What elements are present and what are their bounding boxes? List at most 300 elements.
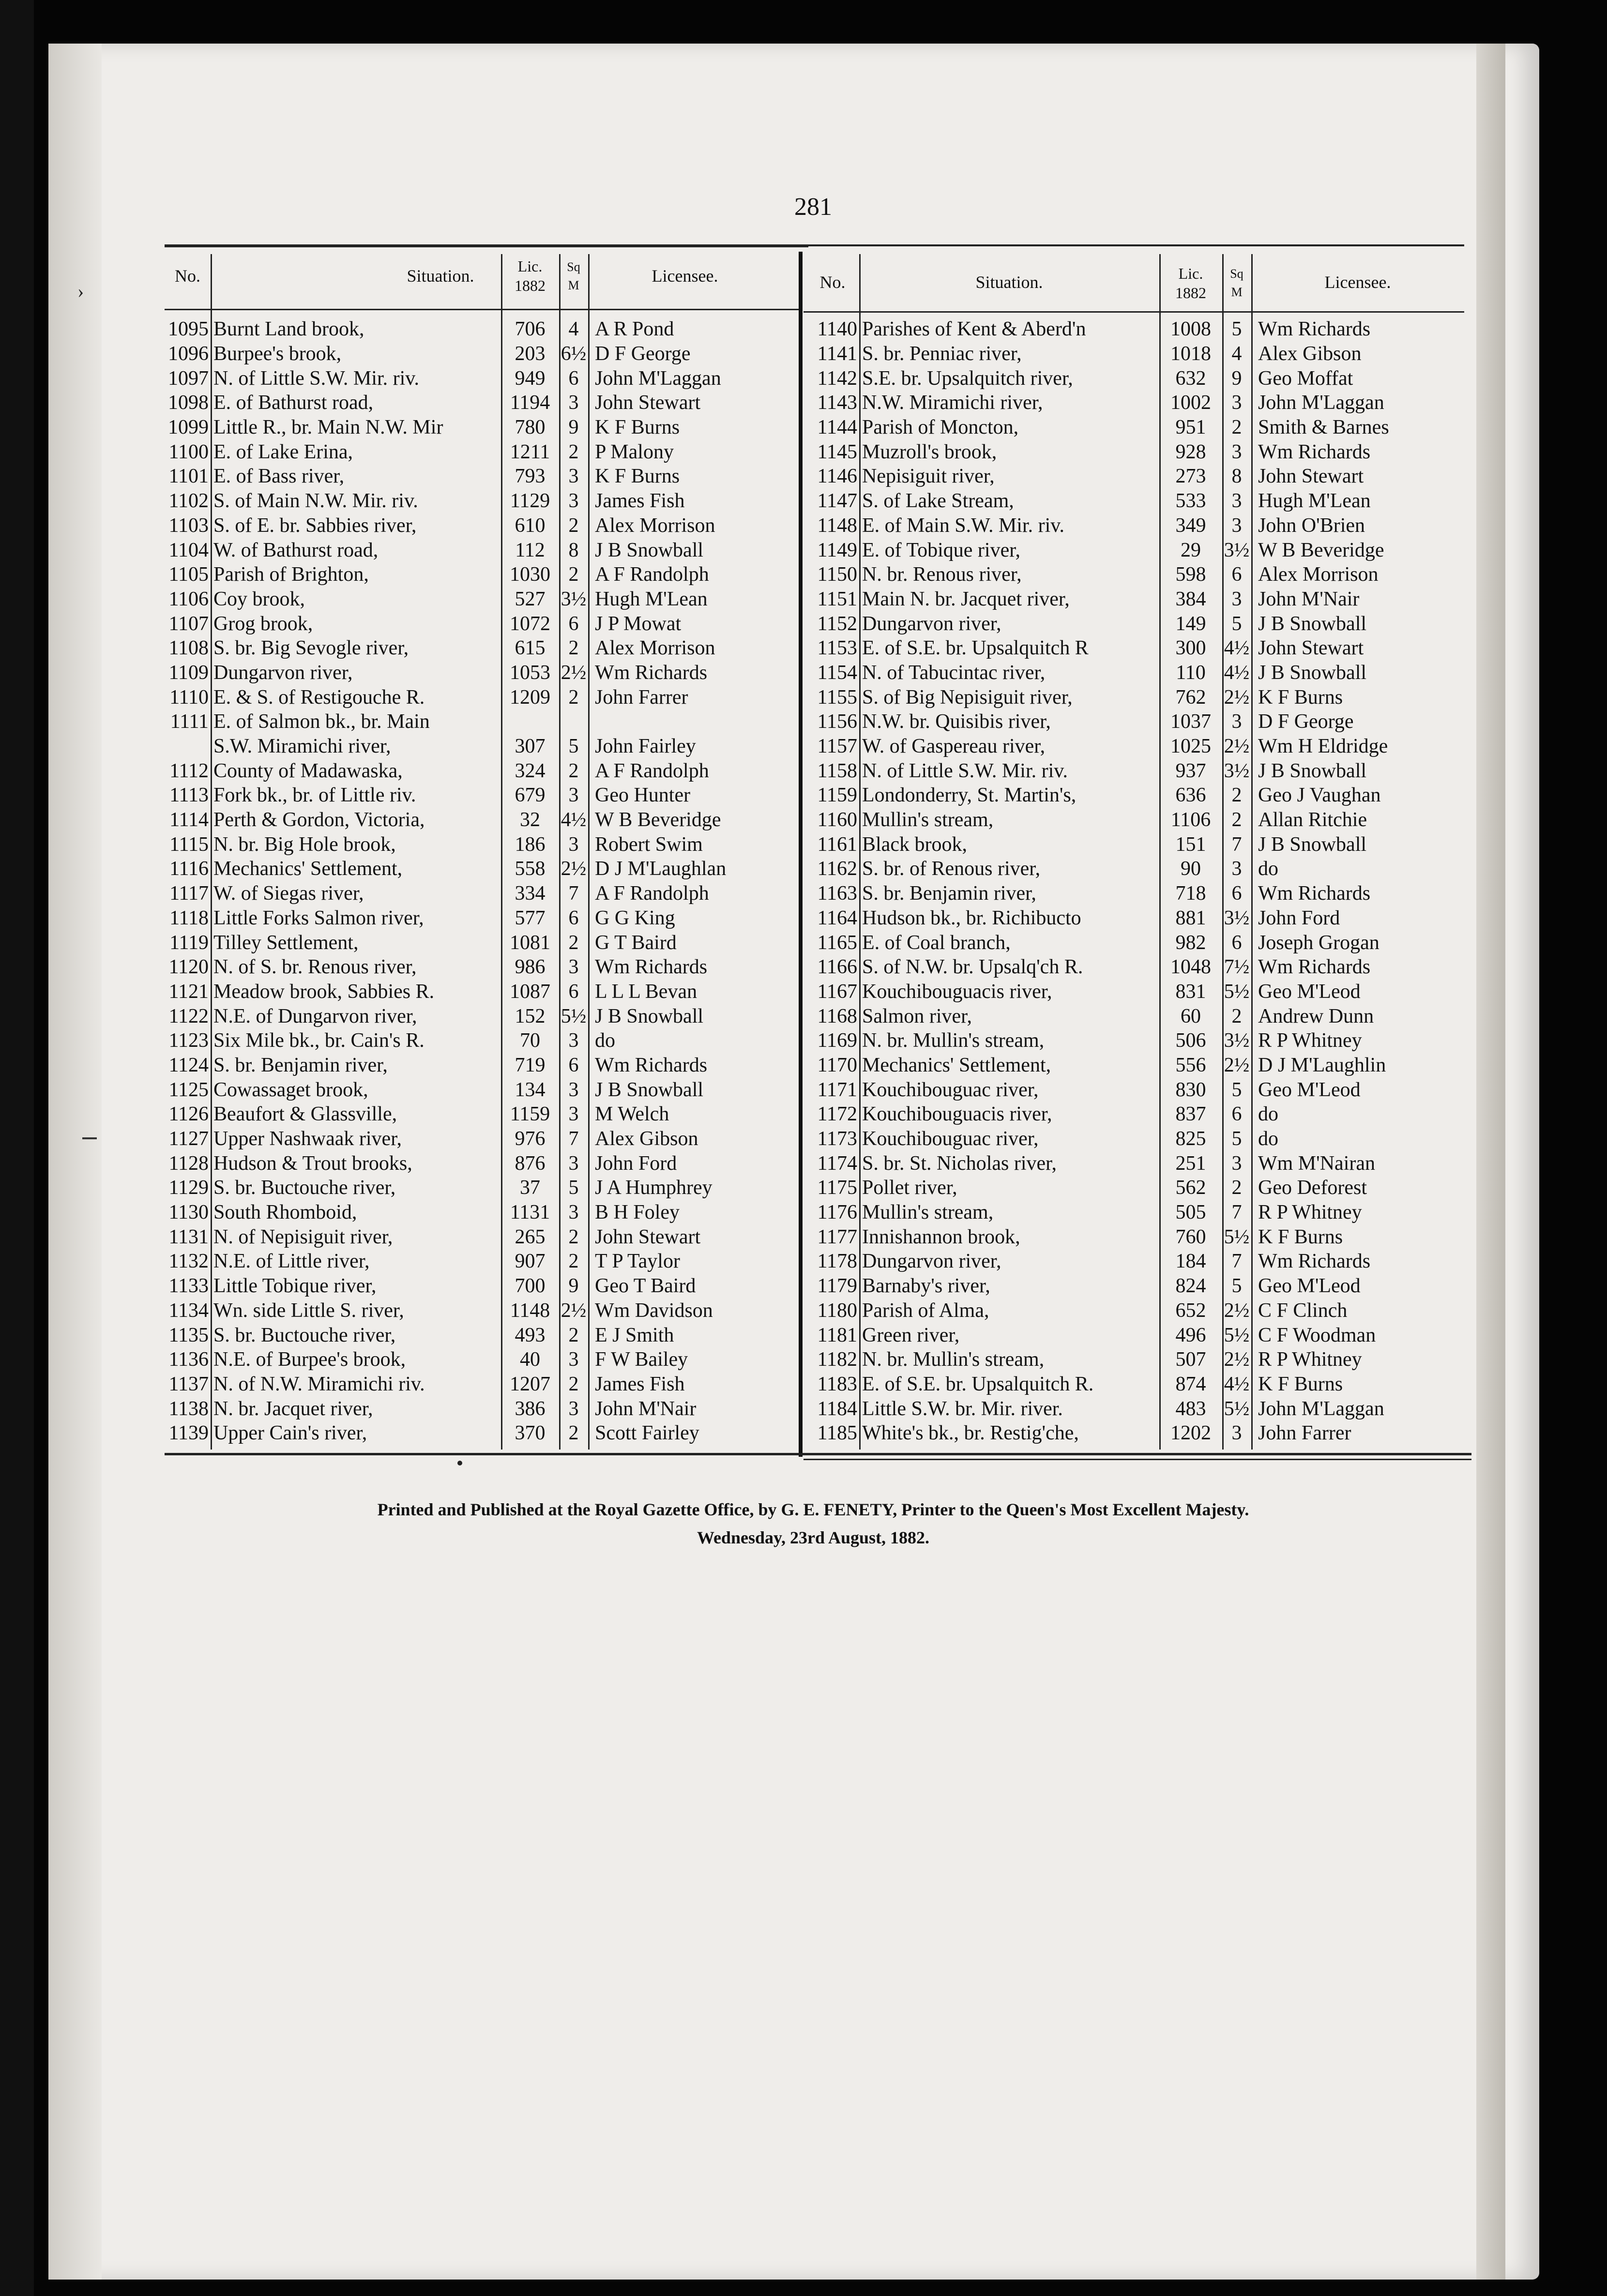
row-square-miles: 3½ xyxy=(1224,906,1250,929)
row-license-number: 370 xyxy=(515,1422,546,1445)
row-number: 1118 xyxy=(169,906,209,929)
row-license-number: 1048 xyxy=(1170,956,1211,979)
footer-imprint: Printed and Published at the Royal Gazette Office, by G. E. FENETY, Printer to the Queen's Most Excellent Majesty. xyxy=(377,1500,1249,1519)
row-situation: S. br. Benjamin river, xyxy=(213,1054,388,1076)
row-license-number: 951 xyxy=(1175,416,1206,439)
row-number: 1111 xyxy=(170,710,209,733)
row-situation: E. of Coal branch, xyxy=(862,931,1011,954)
row-situation: N.E. of Dungarvon river, xyxy=(213,1005,417,1027)
table-row xyxy=(165,1249,799,1274)
row-situation: Beaufort & Glassville, xyxy=(213,1103,397,1126)
table-row xyxy=(804,366,1464,391)
top-rule-right xyxy=(804,244,1464,246)
row-square-miles: 4½ xyxy=(561,809,587,831)
table-row xyxy=(165,514,799,538)
row-licensee: Joseph Grogan xyxy=(1258,931,1380,954)
row-square-miles: 2 xyxy=(1231,1177,1242,1199)
row-number: 1172 xyxy=(817,1103,857,1126)
row-license-number: 762 xyxy=(1175,686,1206,709)
row-number: 1112 xyxy=(169,759,209,782)
row-licensee: Hugh M'Lean xyxy=(1258,490,1371,513)
row-licensee: K F Burns xyxy=(1258,686,1343,709)
row-square-miles: 6 xyxy=(1231,931,1242,954)
right-header xyxy=(806,254,1464,307)
row-situation: S. br. of Renous river, xyxy=(862,858,1041,880)
row-square-miles: 4½ xyxy=(1224,1373,1250,1395)
row-situation: Parish of Moncton, xyxy=(862,416,1019,439)
row-square-miles: 3 xyxy=(1231,588,1242,610)
row-number: 1156 xyxy=(817,710,857,733)
row-license-number: 300 xyxy=(1175,637,1206,660)
row-situation: White's bk., br. Restig'che, xyxy=(862,1422,1079,1445)
row-licensee: A F Randolph xyxy=(595,882,709,905)
row-situation: Mullin's stream, xyxy=(862,1201,994,1224)
row-licensee: A F Randolph xyxy=(595,563,709,586)
table-row xyxy=(804,1323,1464,1347)
row-square-miles: 2 xyxy=(568,931,579,954)
row-square-miles: 7 xyxy=(568,1128,579,1150)
row-license-number: 982 xyxy=(1175,931,1206,954)
row-situation: Parish of Brighton, xyxy=(213,563,369,586)
row-licensee: J B Snowball xyxy=(595,539,704,561)
row-square-miles: 5 xyxy=(1231,612,1242,635)
row-situation: Mullin's stream, xyxy=(862,809,994,831)
row-number: 1154 xyxy=(817,661,857,684)
header-lic-year: 1882 xyxy=(1175,284,1206,302)
row-licensee: Alex Gibson xyxy=(1258,343,1362,365)
row-licensee: John Farrer xyxy=(1258,1422,1351,1445)
row-situation: N. of S. br. Renous river, xyxy=(213,956,417,979)
table-row xyxy=(804,489,1464,514)
row-number: 1125 xyxy=(168,1078,209,1101)
row-license-number: 706 xyxy=(515,318,546,341)
table-row xyxy=(804,1102,1464,1127)
row-square-miles xyxy=(559,710,588,734)
page-binding-shadow xyxy=(48,44,102,2280)
table-row xyxy=(804,464,1464,489)
table-row xyxy=(165,1102,799,1127)
scan-background-left xyxy=(0,0,34,2296)
row-licensee: J B Snowball xyxy=(595,1005,704,1027)
table-row xyxy=(165,415,799,440)
row-number: 1102 xyxy=(168,490,209,513)
row-licensee: Alex Gibson xyxy=(595,1128,698,1150)
row-licensee: C F Woodman xyxy=(1258,1324,1376,1346)
row-number: 1140 xyxy=(817,318,857,341)
table-row xyxy=(804,1224,1464,1249)
row-situation: E. & S. of Restigouche R. xyxy=(213,686,425,709)
row-licensee: Wm Richards xyxy=(1258,1250,1371,1273)
row-license-number: 334 xyxy=(515,882,546,905)
row-number: 1167 xyxy=(817,980,857,1003)
row-licensee: G G King xyxy=(595,906,675,929)
row-situation: S. br. Buctouche river, xyxy=(213,1177,396,1199)
row-license-number: 496 xyxy=(1175,1324,1206,1346)
row-situation: Pollet river, xyxy=(862,1177,957,1199)
row-license-number: 1202 xyxy=(1170,1422,1211,1445)
row-license-number: 349 xyxy=(1175,514,1206,537)
row-licensee: Geo Deforest xyxy=(1258,1177,1367,1199)
row-square-miles: 7½ xyxy=(1224,956,1250,979)
row-situation: Salmon river, xyxy=(862,1005,972,1027)
table-row xyxy=(165,464,799,489)
row-situation: S. of E. br. Sabbies river, xyxy=(213,514,417,537)
row-number: 1170 xyxy=(817,1054,857,1076)
table-row xyxy=(165,906,799,931)
table-row xyxy=(804,758,1464,783)
row-situation: Upper Nashwaak river, xyxy=(213,1128,402,1150)
row-square-miles: 3 xyxy=(1231,858,1242,880)
row-square-miles: 4½ xyxy=(1224,637,1250,660)
table-row xyxy=(804,1421,1464,1446)
left-license-table xyxy=(165,317,799,1446)
row-license-number: 793 xyxy=(515,465,546,488)
row-situation: N. br. Big Hole brook, xyxy=(213,833,396,856)
row-square-miles: 6 xyxy=(1231,563,1242,586)
row-license-number: 1018 xyxy=(1170,343,1211,365)
row-number: 1099 xyxy=(168,416,209,439)
row-number: 1168 xyxy=(817,1005,857,1027)
row-licensee: J B Snowball xyxy=(1258,661,1367,684)
row-license-number: 29 xyxy=(1181,539,1201,561)
table-row xyxy=(165,538,799,562)
row-square-miles: 2½ xyxy=(1224,686,1250,709)
row-square-miles: 2 xyxy=(1231,784,1242,807)
row-square-miles: 2 xyxy=(1231,809,1242,831)
row-number: 1103 xyxy=(168,514,209,537)
row-number: 1135 xyxy=(168,1324,209,1346)
row-number: 1145 xyxy=(817,440,857,463)
table-row xyxy=(165,611,799,636)
row-license-number: 598 xyxy=(1175,563,1206,586)
table-row xyxy=(165,1372,799,1397)
row-license-number: 577 xyxy=(515,906,546,929)
row-square-miles: 2½ xyxy=(1224,1299,1250,1322)
row-situation: S. of Main N.W. Mir. riv. xyxy=(213,490,418,513)
row-licensee: do xyxy=(1258,1128,1278,1150)
row-square-miles: 2 xyxy=(1231,1005,1242,1027)
footer-date: Wednesday, 23rd August, 1882. xyxy=(697,1528,930,1547)
row-square-miles: 3½ xyxy=(1224,539,1250,561)
row-number: 1171 xyxy=(817,1078,857,1101)
row-square-miles: 2½ xyxy=(561,858,587,880)
row-situation: Meadow brook, Sabbies R. xyxy=(213,980,435,1003)
table-row xyxy=(165,1004,799,1028)
margin-tick xyxy=(82,1137,97,1139)
header-situation: Situation. xyxy=(975,272,1043,292)
header-licensee: Licensee. xyxy=(1324,272,1391,292)
row-situation: Little S.W. br. Mir. river. xyxy=(862,1397,1063,1420)
row-licensee: L L L Bevan xyxy=(595,980,697,1003)
table-row xyxy=(165,1421,799,1446)
row-license-number: 307 xyxy=(515,735,546,758)
row-situation: N. br. Mullin's stream, xyxy=(862,1029,1045,1052)
row-license-number: 384 xyxy=(1175,588,1206,610)
row-license-number: 273 xyxy=(1175,465,1206,488)
row-situation: N. br. Renous river, xyxy=(862,563,1022,586)
table-row xyxy=(804,930,1464,955)
row-license-number: 32 xyxy=(520,809,540,831)
row-square-miles: 2 xyxy=(568,1324,579,1346)
row-square-miles: 3 xyxy=(1231,392,1242,414)
row-licensee: J B Snowball xyxy=(595,1078,704,1101)
row-situation: S. br. Big Sevogle river, xyxy=(213,637,409,660)
row-square-miles: 2½ xyxy=(1224,1054,1250,1076)
row-situation: S. of N.W. br. Upsalq'ch R. xyxy=(862,956,1083,979)
row-number: 1160 xyxy=(817,809,857,831)
row-license-number: 928 xyxy=(1175,440,1206,463)
row-license-number: 1081 xyxy=(510,931,550,954)
row-number: 1128 xyxy=(168,1152,209,1175)
row-square-miles: 6½ xyxy=(561,343,587,365)
row-license-number: 1209 xyxy=(510,686,550,709)
row-license-number: 1129 xyxy=(510,490,550,513)
row-situation: E. of Bathurst road, xyxy=(213,392,374,414)
row-license-number: 70 xyxy=(520,1029,540,1052)
header-rule-right xyxy=(804,311,1464,313)
row-licensee: Geo M'Leod xyxy=(1258,1078,1361,1101)
row-situation: N. of Tabucintac river, xyxy=(862,661,1046,684)
row-licensee: E J Smith xyxy=(595,1324,674,1346)
row-square-miles: 9 xyxy=(568,416,579,439)
page-edge-fold xyxy=(1476,44,1505,2280)
row-square-miles: 2½ xyxy=(561,661,587,684)
row-license-number: 679 xyxy=(515,784,546,807)
row-situation: Perth & Gordon, Victoria, xyxy=(213,809,425,831)
table-row xyxy=(165,489,799,514)
table-row xyxy=(804,1077,1464,1102)
row-license-number: 610 xyxy=(515,514,546,537)
row-situation: South Rhomboid, xyxy=(213,1201,357,1224)
top-rule-left xyxy=(165,244,808,247)
table-row xyxy=(804,1176,1464,1200)
table-row xyxy=(165,857,799,881)
row-license-number: 700 xyxy=(515,1275,546,1298)
table-bottom-rule xyxy=(165,1453,1471,1455)
row-square-miles: 5 xyxy=(1231,1078,1242,1101)
row-square-miles: 2½ xyxy=(1224,735,1250,758)
row-license-number: 632 xyxy=(1175,367,1206,390)
row-licensee: Wm Richards xyxy=(1258,956,1371,979)
row-number: 1110 xyxy=(169,686,209,709)
table-row xyxy=(804,1299,1464,1323)
row-license-number: 760 xyxy=(1175,1225,1206,1248)
row-number: 1157 xyxy=(817,735,857,758)
row-situation: Dungarvon river, xyxy=(862,1250,1001,1273)
row-licensee: J B Snowball xyxy=(1258,759,1367,782)
row-situation: Green river, xyxy=(862,1324,960,1346)
table-row xyxy=(165,1077,799,1102)
row-number: 1105 xyxy=(168,563,209,586)
row-situation: Parishes of Kent & Aberd'n xyxy=(862,318,1086,341)
row-square-miles: 2 xyxy=(568,440,579,463)
table-row xyxy=(804,636,1464,661)
row-number: 1149 xyxy=(817,539,857,561)
row-situation: S.E. br. Upsalquitch river, xyxy=(862,367,1073,390)
row-license-number: 825 xyxy=(1175,1128,1206,1150)
row-licensee: R P Whitney xyxy=(1258,1029,1362,1052)
row-license-number: 386 xyxy=(515,1397,546,1420)
row-number: 1124 xyxy=(168,1054,209,1076)
row-square-miles: 6 xyxy=(568,612,579,635)
row-number: 1152 xyxy=(817,612,857,635)
row-square-miles: 3 xyxy=(568,465,579,488)
row-square-miles: 6 xyxy=(568,367,579,390)
row-square-miles: 6 xyxy=(1231,1103,1242,1126)
row-number: 1100 xyxy=(168,440,209,463)
row-situation: E. of Lake Erina, xyxy=(213,440,353,463)
row-number: 1113 xyxy=(169,784,209,807)
header-sq-m: M xyxy=(1231,285,1243,299)
row-square-miles: 2 xyxy=(568,759,579,782)
row-license-number: 533 xyxy=(1175,490,1206,513)
row-license-number: 1053 xyxy=(510,661,550,684)
row-license-number: 874 xyxy=(1175,1373,1206,1395)
row-situation: E. of Main S.W. Mir. riv. xyxy=(862,514,1065,537)
row-license-number: 719 xyxy=(515,1054,546,1076)
row-situation: E. of Tobique river, xyxy=(862,539,1021,561)
table-row xyxy=(165,1323,799,1347)
row-licensee: Geo M'Leod xyxy=(1258,980,1361,1003)
row-license-number: 652 xyxy=(1175,1299,1206,1322)
header-sq: Sq xyxy=(567,260,580,274)
row-square-miles: 3 xyxy=(568,1201,579,1224)
row-square-miles: 4 xyxy=(568,318,579,341)
row-number: 1106 xyxy=(168,588,209,610)
table-row xyxy=(804,980,1464,1004)
row-square-miles: 3 xyxy=(568,833,579,856)
row-square-miles: 3 xyxy=(568,1348,579,1371)
table-row xyxy=(165,685,799,710)
row-license-number: 506 xyxy=(1175,1029,1206,1052)
header-rule-left xyxy=(165,309,799,310)
row-number: 1146 xyxy=(817,465,857,488)
row-license-number: 881 xyxy=(1175,906,1206,929)
row-licensee: Alex Morrison xyxy=(1258,563,1379,586)
row-number: 1166 xyxy=(817,956,857,979)
row-licensee: Robert Swim xyxy=(595,833,703,856)
row-number: 1120 xyxy=(168,956,209,979)
table-row xyxy=(165,734,799,759)
row-situation: N. of N.W. Miramichi riv. xyxy=(213,1373,425,1395)
row-situation: Fork bk., br. of Little riv. xyxy=(213,784,416,807)
row-number: 1129 xyxy=(168,1177,209,1199)
row-number: 1181 xyxy=(817,1324,857,1346)
row-licensee: James Fish xyxy=(595,490,685,513)
table-row xyxy=(804,611,1464,636)
row-licensee: D J M'Laughlan xyxy=(595,858,727,880)
row-situation: N. of Nepisiguit river, xyxy=(213,1225,393,1248)
row-licensee: Allan Ritchie xyxy=(1258,809,1367,831)
row-situation: Cowassaget brook, xyxy=(213,1078,368,1101)
table-row xyxy=(804,1249,1464,1274)
row-licensee: John Ford xyxy=(595,1152,677,1175)
table-row xyxy=(165,1347,799,1372)
table-row xyxy=(165,980,799,1004)
row-licensee: James Fish xyxy=(595,1373,685,1395)
row-license-number: 1072 xyxy=(510,612,550,635)
row-situation: Mechanics' Settlement, xyxy=(213,858,403,880)
row-situation: E. of S.E. br. Upsalquitch R xyxy=(862,637,1089,660)
row-situation: Six Mile bk., br. Cain's R. xyxy=(213,1029,424,1052)
row-licensee: do xyxy=(1258,1103,1278,1126)
row-square-miles: 5½ xyxy=(561,1005,587,1027)
row-square-miles: 3 xyxy=(1231,440,1242,463)
table-row xyxy=(804,1004,1464,1028)
table-row xyxy=(804,710,1464,734)
row-situation: Dungarvon river, xyxy=(862,612,1001,635)
row-situation: County of Madawaska, xyxy=(213,759,403,782)
header-situation: Situation. xyxy=(407,266,474,286)
row-square-miles: 3 xyxy=(568,1103,579,1126)
row-square-miles: 9 xyxy=(568,1275,579,1298)
table-row xyxy=(804,1028,1464,1053)
row-license-number: 134 xyxy=(515,1078,546,1101)
table-row xyxy=(165,391,799,415)
row-number: 1104 xyxy=(168,539,209,561)
row-licensee: A F Randolph xyxy=(595,759,709,782)
row-square-miles: 2 xyxy=(1231,416,1242,439)
row-square-miles: 2½ xyxy=(561,1299,587,1322)
row-square-miles: 3 xyxy=(568,956,579,979)
row-situation: W. of Siegas river, xyxy=(213,882,364,905)
row-number: 1169 xyxy=(817,1029,857,1052)
row-situation: Hudson bk., br. Richibucto xyxy=(862,906,1081,929)
header-lic-year: 1882 xyxy=(515,277,546,294)
row-situation: E. of Bass river, xyxy=(213,465,345,488)
row-license-number: 556 xyxy=(1175,1054,1206,1076)
row-situation: Kouchibouguacis river, xyxy=(862,1103,1052,1126)
row-licensee: John M'Nair xyxy=(1258,588,1360,610)
header-lic: Lic. xyxy=(517,257,543,275)
row-situation: Coy brook, xyxy=(213,588,305,610)
row-number: 1178 xyxy=(817,1250,857,1273)
row-square-miles: 3 xyxy=(568,1397,579,1420)
row-number: 1184 xyxy=(817,1397,857,1420)
row-licensee: John Farrer xyxy=(595,686,688,709)
table-row xyxy=(165,1224,799,1249)
row-situation: Kouchibouguacis river, xyxy=(862,980,1052,1003)
row-license-number: 949 xyxy=(515,367,546,390)
row-licensee: John O'Brien xyxy=(1258,514,1365,537)
row-situation: S. br. Benjamin river, xyxy=(862,882,1036,905)
table-row xyxy=(804,661,1464,685)
table-row xyxy=(165,1053,799,1078)
row-licensee: Alex Morrison xyxy=(595,514,715,537)
row-license-number: 780 xyxy=(515,416,546,439)
table-row xyxy=(804,1127,1464,1151)
row-license-number: 1030 xyxy=(510,563,550,586)
row-licensee: R P Whitney xyxy=(1258,1201,1362,1224)
row-license-number: 40 xyxy=(520,1348,540,1371)
row-number: 1153 xyxy=(817,637,857,660)
row-number: 1173 xyxy=(817,1128,857,1150)
table-row xyxy=(804,955,1464,980)
row-number: 1174 xyxy=(817,1152,857,1175)
row-number: 1147 xyxy=(817,490,857,513)
row-number: 1155 xyxy=(817,686,857,709)
row-license-number: 937 xyxy=(1175,759,1206,782)
row-situation: N. of Little S.W. Mir. riv. xyxy=(213,367,420,390)
table-row xyxy=(804,1200,1464,1225)
table-row xyxy=(804,1274,1464,1299)
row-licensee: W B Beveridge xyxy=(595,809,721,831)
row-licensee: John M'Laggan xyxy=(1258,392,1384,414)
table-bottom-rule-2 xyxy=(804,1459,1471,1460)
table-row xyxy=(804,808,1464,832)
table-row xyxy=(804,1053,1464,1078)
row-number xyxy=(165,734,211,759)
